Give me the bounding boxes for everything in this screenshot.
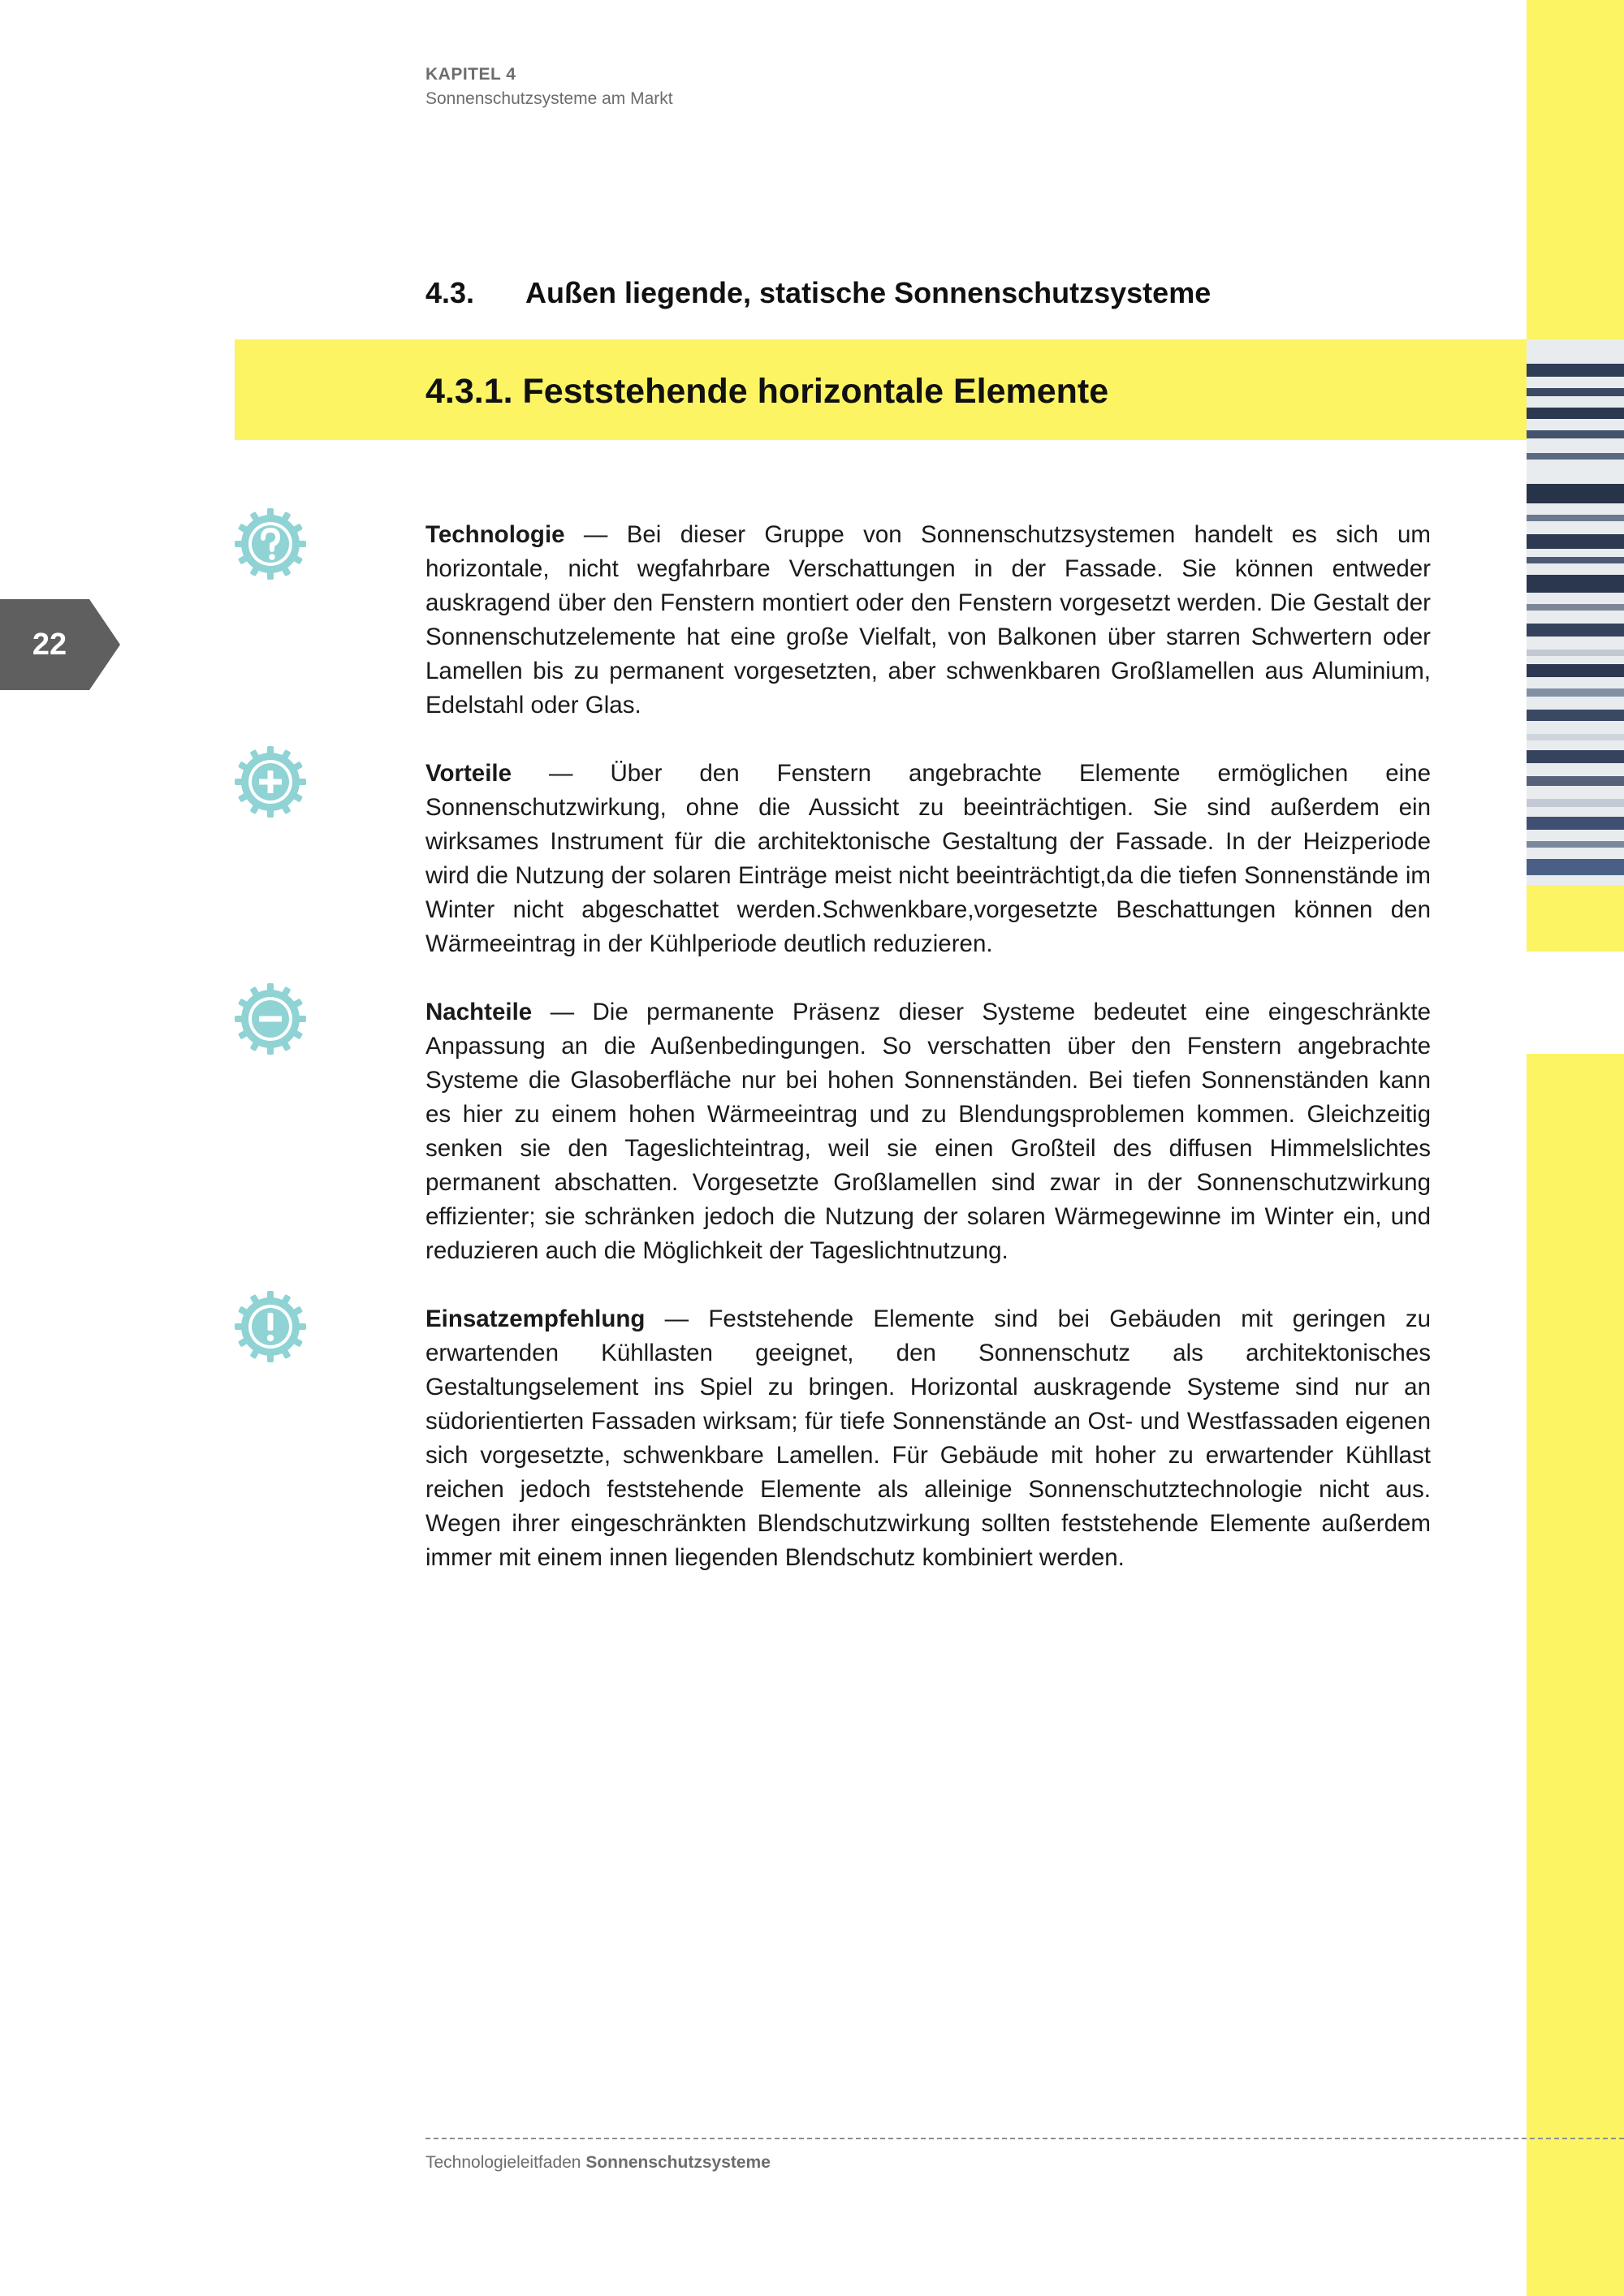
plus-icon: [234, 745, 307, 818]
chapter-title: Sonnenschutzsysteme am Markt: [425, 89, 673, 108]
chapter-label: KAPITEL 4: [425, 65, 516, 84]
paragraph-text: — Bei dieser Gruppe von Sonnenschutzsystemen handelt es sich um horizontale, nicht wegfahrbare Verschattungen in der Fassade. Sie können entweder auskragend über den Fenstern montiert oder den Fenstern vorgesetzt werden. Die Gestalt der Sonnenschutzelemente hat eine große Vielfalt, von Balkonen über starren Schwertern oder Lamellen bis zu permanent vorgesetzten, aber schwenkbaren Großlamellen aus Aluminium, Edelstahl oder Glas.: [425, 521, 1431, 719]
paragraph-text: — Über den Fenstern angebrachte Elemente ermöglichen eine Sonnenschutzwirkung, ohne die Aussicht zu beeinträchtigen. Sie sind außerdem ein wirksames Instrument für die architektonische Gestaltung der Fassade. In der Heizperiode wird die Nutzung der solaren Einträge meist nicht beeinträchtigt,da die tiefen Sonnenstände im Winter nicht abgeschattet werden.Schwenkbare,vorgesetzte Beschattungen können den Wärmeeintrag in der Kühlperiode deutlich reduzieren.: [425, 760, 1431, 957]
footer-prefix: Technologieleitfaden: [425, 2153, 581, 2172]
paragraph-vorteile: [425, 757, 1431, 961]
paragraph-label: Einsatzempfehlung: [425, 1306, 646, 1332]
paragraph-text: — Die permanente Präsenz dieser Systeme bedeutet eine eingeschränkte Anpassung an die Außenbedingungen. So verschatten über den Fenstern angebrachte Systeme die Glasoberfläche nur bei hohen Sonnenständen. Bei tiefen Sonnenständen kann es hier zu einem hohen Wärmeeintrag und zu Blendungsproblemen kommen. Gleichzeitig senken sie den Tageslichteintrag, weil sie einen Großteil des diffusen Himmelslichtes permanent abschatten. Vorgesetzte Großlamellen sind zwar in der Sonnenschutzwirkung effizienter; sie schränken jedoch die Nutzung der solaren Wärmegewinne im Winter ein, und reduzieren auch die Möglichkeit der Tageslichtnutzung.: [425, 999, 1431, 1264]
subsection-title: 4.3.1. Feststehende horizontale Elemente: [425, 372, 1109, 411]
minus-icon: [234, 982, 307, 1055]
footer: [425, 2153, 771, 2173]
paragraph-nachteile: [425, 995, 1431, 1268]
question-icon: [234, 507, 307, 580]
accent-band-bottom: [1527, 1054, 1624, 2296]
page-number: 22: [32, 628, 67, 662]
footer-divider: [425, 2138, 1624, 2139]
paragraph-label: Nachteile: [425, 999, 533, 1025]
paragraph-label: Technologie: [425, 521, 565, 548]
paragraph-einsatzempfehlung: [425, 1302, 1431, 1575]
paragraph-label: Vorteile: [425, 760, 512, 787]
paragraph-technologie: [425, 518, 1431, 723]
footer-title: Sonnenschutzsysteme: [585, 2153, 771, 2172]
exclamation-icon: [234, 1290, 307, 1363]
slat-photo: [1527, 339, 1624, 885]
paragraph-text: — Feststehende Elemente sind bei Gebäuden mit geringen zu erwartenden Kühllasten geeignet, den Sonnenschutz als architektonisches Gestaltungselement ins Spiel zu bringen. Horizontal auskragende Systeme sind nur an südorientierten Fassaden wirksam; für tiefe Sonnenstände an Ost- und Westfassaden eigenen sich vorgesetzte, schwenkbare Lamellen. Für Gebäude mit hoher zu erwartender Kühllast reichen jedoch feststehende Elemente als alleinige Sonnenschutztechnologie nicht aus. Wegen ihrer eingeschränkten Blendschutzwirkung sollten feststehende Elemente außerdem immer mit einem innen liegenden Blendschutz kombiniert werden.: [425, 1306, 1431, 1571]
section-number: 4.3.: [425, 276, 475, 309]
section-title: Außen liegende, statische Sonnenschutzsysteme: [525, 276, 1212, 309]
